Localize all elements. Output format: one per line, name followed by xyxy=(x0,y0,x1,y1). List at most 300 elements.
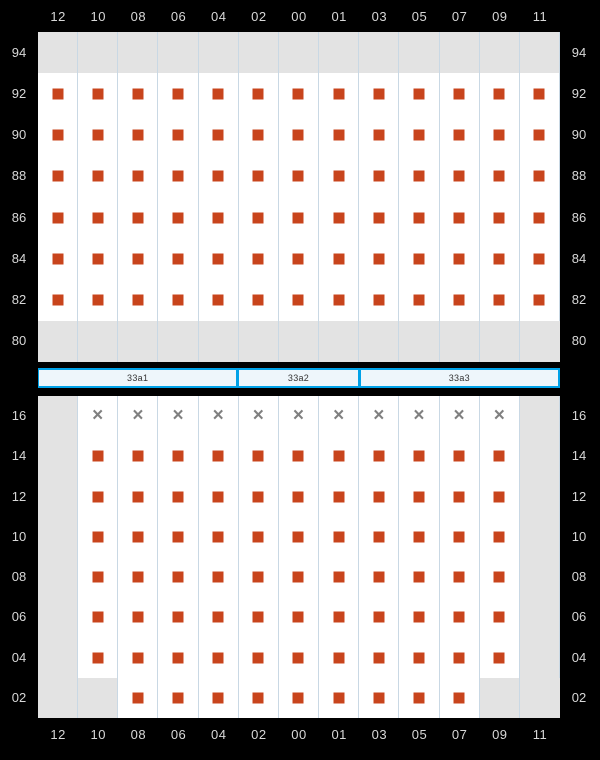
section-segment[interactable]: 33a3 xyxy=(360,369,559,387)
grid-cell-seat[interactable] xyxy=(158,156,198,197)
seat-grid-top[interactable] xyxy=(38,32,560,362)
grid-cell-seat[interactable] xyxy=(78,115,118,156)
seat-marker-icon xyxy=(333,612,344,623)
grid-cell-seat[interactable] xyxy=(520,156,560,197)
grid-cell-empty xyxy=(480,321,520,362)
grid-cell-seat[interactable] xyxy=(480,238,520,279)
grid-cell-blocked[interactable] xyxy=(399,396,439,436)
grid-cell-empty xyxy=(38,678,78,718)
seat-marker-icon xyxy=(454,612,465,623)
grid-cell-seat[interactable] xyxy=(319,197,359,238)
grid-cell-seat[interactable] xyxy=(440,115,480,156)
grid-cell-empty xyxy=(199,321,239,362)
row-label: 90 xyxy=(11,127,27,143)
seat-marker-icon xyxy=(413,652,424,663)
seat-marker-icon xyxy=(173,692,184,703)
grid-cell-seat[interactable] xyxy=(319,557,359,597)
seat-marker-icon xyxy=(534,253,545,264)
grid-cell-seat[interactable] xyxy=(359,638,399,678)
grid-cell-seat[interactable] xyxy=(239,638,279,678)
grid-cell-seat[interactable] xyxy=(199,115,239,156)
grid-cell-seat[interactable] xyxy=(199,477,239,517)
section-segment[interactable]: 33a1 xyxy=(38,369,237,387)
grid-cell-seat[interactable] xyxy=(520,238,560,279)
grid-cell-empty xyxy=(319,32,359,73)
grid-cell-seat[interactable] xyxy=(520,115,560,156)
grid-cell-seat[interactable] xyxy=(399,156,439,197)
grid-cell-seat[interactable] xyxy=(158,517,198,557)
grid-cell-seat[interactable] xyxy=(319,73,359,114)
grid-cell-seat[interactable] xyxy=(480,73,520,114)
seat-marker-icon xyxy=(373,88,384,99)
grid-cell-seat[interactable] xyxy=(359,73,399,114)
grid-cell-blocked[interactable] xyxy=(239,396,279,436)
grid-cell-seat[interactable] xyxy=(38,197,78,238)
grid-cell-seat[interactable] xyxy=(279,678,319,718)
grid-cell-seat[interactable] xyxy=(480,638,520,678)
grid-cell-seat[interactable] xyxy=(78,557,118,597)
grid-cell-seat[interactable] xyxy=(359,678,399,718)
seat-marker-icon xyxy=(293,171,304,182)
row-label: 92 xyxy=(571,85,587,101)
grid-cell-seat[interactable] xyxy=(158,280,198,321)
row-label: 06 xyxy=(11,609,27,625)
grid-cell-seat[interactable] xyxy=(158,115,198,156)
grid-cell-blocked[interactable] xyxy=(319,396,359,436)
grid-cell-seat[interactable] xyxy=(399,477,439,517)
grid-cell-seat[interactable] xyxy=(118,156,158,197)
grid-cell-seat[interactable] xyxy=(239,115,279,156)
column-label: 05 xyxy=(411,727,428,742)
seat-marker-icon xyxy=(373,612,384,623)
grid-cell-seat[interactable] xyxy=(199,280,239,321)
grid-cell-empty xyxy=(38,638,78,678)
seat-marker-icon xyxy=(253,295,264,306)
grid-cell-seat[interactable] xyxy=(399,638,439,678)
row-label: 16 xyxy=(11,408,27,424)
column-label: 04 xyxy=(210,727,227,742)
seat-marker-icon xyxy=(173,253,184,264)
x-mark-icon: × xyxy=(92,405,104,427)
grid-cell-seat[interactable] xyxy=(359,597,399,637)
grid-cell-empty xyxy=(399,32,439,73)
grid-cell-seat[interactable] xyxy=(38,156,78,197)
row-label: 12 xyxy=(571,488,587,504)
grid-cell-seat[interactable] xyxy=(38,115,78,156)
seat-marker-icon xyxy=(52,171,63,182)
grid-cell-empty xyxy=(158,321,198,362)
x-mark-icon: × xyxy=(453,405,465,427)
grid-cell-seat[interactable] xyxy=(199,557,239,597)
grid-cell-seat[interactable] xyxy=(239,678,279,718)
grid-cell-seat[interactable] xyxy=(399,280,439,321)
grid-cell-seat[interactable] xyxy=(118,73,158,114)
grid-cell-blocked[interactable] xyxy=(359,396,399,436)
seat-marker-icon xyxy=(213,612,224,623)
seat-marker-icon xyxy=(253,612,264,623)
grid-cell-seat[interactable] xyxy=(359,557,399,597)
grid-cell-seat[interactable] xyxy=(118,678,158,718)
row-label: 02 xyxy=(11,689,27,705)
grid-cell-seat[interactable] xyxy=(78,197,118,238)
row-label: 08 xyxy=(11,569,27,585)
grid-cell-seat[interactable] xyxy=(158,477,198,517)
seat-marker-icon xyxy=(494,88,505,99)
grid-cell-seat[interactable] xyxy=(199,517,239,557)
grid-cell-seat[interactable] xyxy=(319,115,359,156)
grid-cell-seat[interactable] xyxy=(399,238,439,279)
grid-cell-seat[interactable] xyxy=(158,678,198,718)
grid-cell-empty xyxy=(520,678,560,718)
seat-marker-icon xyxy=(173,212,184,223)
grid-cell-seat[interactable] xyxy=(359,115,399,156)
grid-cell-seat[interactable] xyxy=(38,280,78,321)
seat-marker-icon xyxy=(213,531,224,542)
seat-grid-bottom[interactable] xyxy=(38,396,560,718)
seat-marker-icon xyxy=(494,212,505,223)
grid-cell-seat[interactable] xyxy=(78,238,118,279)
x-mark-icon: × xyxy=(333,405,345,427)
grid-cell-seat[interactable] xyxy=(118,557,158,597)
grid-cell-seat[interactable] xyxy=(440,436,480,476)
grid-cell-seat[interactable] xyxy=(319,156,359,197)
grid-cell-seat[interactable] xyxy=(359,517,399,557)
seat-marker-icon xyxy=(132,253,143,264)
grid-cell-empty xyxy=(158,32,198,73)
column-label: 00 xyxy=(291,727,307,742)
grid-cell-seat[interactable] xyxy=(118,517,158,557)
seat-marker-icon xyxy=(52,295,63,306)
row-label: 94 xyxy=(11,44,27,60)
grid-cell-seat[interactable] xyxy=(480,156,520,197)
seat-marker-icon xyxy=(253,451,264,462)
seat-marker-icon xyxy=(173,295,184,306)
grid-cell-seat[interactable] xyxy=(78,517,118,557)
grid-cell-seat[interactable] xyxy=(440,557,480,597)
section-segment[interactable]: 33a2 xyxy=(238,369,358,387)
grid-cell-seat[interactable] xyxy=(239,197,279,238)
grid-cell-seat[interactable] xyxy=(319,238,359,279)
grid-cell-seat[interactable] xyxy=(158,638,198,678)
grid-cell-empty xyxy=(118,32,158,73)
x-mark-icon: × xyxy=(493,405,505,427)
x-mark-icon: × xyxy=(373,405,385,427)
seat-marker-icon xyxy=(213,572,224,583)
row-label: 14 xyxy=(571,448,587,464)
seat-marker-icon xyxy=(333,531,344,542)
grid-cell-empty xyxy=(78,678,118,718)
grid-cell-seat[interactable] xyxy=(399,436,439,476)
seat-marker-icon xyxy=(253,171,264,182)
grid-cell-seat[interactable] xyxy=(319,477,359,517)
grid-cell-seat[interactable] xyxy=(279,73,319,114)
seat-marker-icon xyxy=(454,572,465,583)
section-band[interactable] xyxy=(38,368,560,388)
grid-cell-seat[interactable] xyxy=(399,597,439,637)
grid-cell-seat[interactable] xyxy=(239,557,279,597)
seat-marker-icon xyxy=(213,253,224,264)
seat-marker-icon xyxy=(333,295,344,306)
seat-marker-icon xyxy=(92,451,103,462)
seat-marker-icon xyxy=(333,572,344,583)
grid-cell-seat[interactable] xyxy=(118,597,158,637)
grid-cell-empty xyxy=(480,678,520,718)
seat-marker-icon xyxy=(413,295,424,306)
grid-cell-seat[interactable] xyxy=(279,436,319,476)
seat-marker-icon xyxy=(132,491,143,502)
grid-cell-seat[interactable] xyxy=(199,678,239,718)
seat-marker-icon xyxy=(534,171,545,182)
seat-marker-icon xyxy=(454,652,465,663)
seat-marker-icon xyxy=(293,572,304,583)
seat-marker-icon xyxy=(454,491,465,502)
seat-marker-icon xyxy=(253,491,264,502)
grid-cell-seat[interactable] xyxy=(199,73,239,114)
grid-cell-seat[interactable] xyxy=(118,280,158,321)
grid-cell-seat[interactable] xyxy=(440,477,480,517)
grid-cell-seat[interactable] xyxy=(239,238,279,279)
grid-cell-seat[interactable] xyxy=(239,477,279,517)
grid-cell-seat[interactable] xyxy=(480,436,520,476)
grid-cell-empty xyxy=(359,32,399,73)
column-label: 01 xyxy=(331,9,347,24)
seat-marker-icon xyxy=(454,253,465,264)
grid-cell-seat[interactable] xyxy=(239,436,279,476)
seat-marker-icon xyxy=(92,130,103,141)
seat-marker-icon xyxy=(173,531,184,542)
seat-marker-icon xyxy=(534,295,545,306)
seat-marker-icon xyxy=(373,572,384,583)
grid-cell-empty xyxy=(38,477,78,517)
grid-cell-seat[interactable] xyxy=(440,638,480,678)
seat-marker-icon xyxy=(293,295,304,306)
seat-marker-icon xyxy=(253,652,264,663)
grid-cell-seat[interactable] xyxy=(440,73,480,114)
seat-marker-icon xyxy=(52,130,63,141)
grid-cell-seat[interactable] xyxy=(199,638,239,678)
grid-cell-empty xyxy=(440,321,480,362)
grid-cell-seat[interactable] xyxy=(319,436,359,476)
grid-cell-seat[interactable] xyxy=(399,115,439,156)
grid-cell-seat[interactable] xyxy=(158,597,198,637)
grid-cell-seat[interactable] xyxy=(279,156,319,197)
seat-marker-icon xyxy=(213,212,224,223)
seat-marker-icon xyxy=(293,212,304,223)
grid-cell-seat[interactable] xyxy=(440,156,480,197)
seat-marker-icon xyxy=(333,253,344,264)
seat-marker-icon xyxy=(213,491,224,502)
grid-cell-seat[interactable] xyxy=(78,597,118,637)
grid-cell-seat[interactable] xyxy=(520,197,560,238)
seat-marker-icon xyxy=(413,253,424,264)
grid-cell-empty xyxy=(118,321,158,362)
grid-cell-seat[interactable] xyxy=(199,238,239,279)
seat-marker-icon xyxy=(253,130,264,141)
grid-cell-seat[interactable] xyxy=(239,156,279,197)
seat-marker-icon xyxy=(413,451,424,462)
row-label: 04 xyxy=(571,649,587,665)
grid-cell-seat[interactable] xyxy=(440,517,480,557)
column-label: 08 xyxy=(130,727,147,742)
column-label: 05 xyxy=(411,9,428,24)
grid-cell-seat[interactable] xyxy=(279,638,319,678)
grid-cell-seat[interactable] xyxy=(118,197,158,238)
grid-cell-seat[interactable] xyxy=(440,280,480,321)
grid-cell-seat[interactable] xyxy=(319,517,359,557)
grid-cell-seat[interactable] xyxy=(520,73,560,114)
grid-cell-seat[interactable] xyxy=(399,73,439,114)
grid-cell-empty xyxy=(239,32,279,73)
grid-cell-seat[interactable] xyxy=(38,73,78,114)
grid-cell-seat[interactable] xyxy=(520,280,560,321)
row-label: 10 xyxy=(11,528,27,544)
grid-cell-seat[interactable] xyxy=(239,280,279,321)
column-label: 02 xyxy=(251,727,267,742)
grid-cell-seat[interactable] xyxy=(359,238,399,279)
seat-marker-icon xyxy=(293,652,304,663)
grid-cell-empty xyxy=(520,436,560,476)
grid-cell-empty xyxy=(38,32,78,73)
seat-marker-icon xyxy=(413,491,424,502)
grid-cell-seat[interactable] xyxy=(440,678,480,718)
grid-cell-seat[interactable] xyxy=(359,477,399,517)
row-label: 80 xyxy=(571,333,587,349)
seat-marker-icon xyxy=(494,612,505,623)
grid-cell-seat[interactable] xyxy=(480,517,520,557)
grid-cell-seat[interactable] xyxy=(279,557,319,597)
grid-cell-seat[interactable] xyxy=(78,436,118,476)
row-label: 82 xyxy=(11,292,27,308)
grid-cell-seat[interactable] xyxy=(480,197,520,238)
grid-cell-seat[interactable] xyxy=(199,197,239,238)
grid-cell-seat[interactable] xyxy=(480,477,520,517)
grid-cell-empty xyxy=(38,436,78,476)
seat-marker-icon xyxy=(333,88,344,99)
grid-cell-seat[interactable] xyxy=(239,73,279,114)
grid-cell-seat[interactable] xyxy=(78,156,118,197)
grid-cell-empty xyxy=(38,517,78,557)
grid-cell-seat[interactable] xyxy=(118,238,158,279)
seat-marker-icon xyxy=(92,212,103,223)
grid-cell-seat[interactable] xyxy=(279,238,319,279)
seat-marker-icon xyxy=(534,212,545,223)
grid-cell-seat[interactable] xyxy=(359,197,399,238)
grid-cell-seat[interactable] xyxy=(199,156,239,197)
seat-marker-icon xyxy=(413,130,424,141)
grid-cell-seat[interactable] xyxy=(118,115,158,156)
grid-cell-seat[interactable] xyxy=(279,477,319,517)
grid-cell-blocked[interactable] xyxy=(78,396,118,436)
grid-cell-seat[interactable] xyxy=(38,238,78,279)
grid-cell-seat[interactable] xyxy=(78,73,118,114)
seat-marker-icon xyxy=(132,88,143,99)
x-mark-icon: × xyxy=(132,405,144,427)
row-label: 04 xyxy=(11,649,27,665)
grid-cell-seat[interactable] xyxy=(480,115,520,156)
seat-marker-icon xyxy=(92,612,103,623)
grid-cell-seat[interactable] xyxy=(319,597,359,637)
grid-cell-seat[interactable] xyxy=(399,678,439,718)
grid-cell-seat[interactable] xyxy=(279,280,319,321)
grid-cell-seat[interactable] xyxy=(158,238,198,279)
grid-cell-seat[interactable] xyxy=(279,115,319,156)
grid-cell-blocked[interactable] xyxy=(118,396,158,436)
seat-marker-icon xyxy=(253,88,264,99)
seat-marker-icon xyxy=(92,88,103,99)
seat-marker-icon xyxy=(293,253,304,264)
grid-cell-seat[interactable] xyxy=(480,280,520,321)
grid-cell-blocked[interactable] xyxy=(199,396,239,436)
seat-marker-icon xyxy=(52,253,63,264)
seat-marker-icon xyxy=(132,692,143,703)
grid-cell-seat[interactable] xyxy=(158,436,198,476)
grid-cell-seat[interactable] xyxy=(199,597,239,637)
seat-marker-icon xyxy=(454,212,465,223)
grid-cell-seat[interactable] xyxy=(279,197,319,238)
seat-marker-icon xyxy=(373,692,384,703)
grid-cell-blocked[interactable] xyxy=(158,396,198,436)
grid-cell-seat[interactable] xyxy=(440,238,480,279)
seat-marker-icon xyxy=(413,572,424,583)
column-header-bottom xyxy=(38,722,560,748)
grid-cell-seat[interactable] xyxy=(78,638,118,678)
grid-cell-seat[interactable] xyxy=(480,557,520,597)
seat-marker-icon xyxy=(373,531,384,542)
grid-cell-seat[interactable] xyxy=(399,557,439,597)
x-mark-icon: × xyxy=(292,405,305,427)
grid-cell-seat[interactable] xyxy=(319,638,359,678)
grid-cell-seat[interactable] xyxy=(359,280,399,321)
grid-cell-seat[interactable] xyxy=(399,197,439,238)
grid-cell-seat[interactable] xyxy=(199,436,239,476)
grid-cell-blocked[interactable] xyxy=(480,396,520,436)
grid-cell-seat[interactable] xyxy=(480,597,520,637)
row-label: 88 xyxy=(571,168,587,184)
grid-cell-seat[interactable] xyxy=(399,517,439,557)
grid-cell-seat[interactable] xyxy=(118,436,158,476)
grid-cell-seat[interactable] xyxy=(118,477,158,517)
grid-cell-seat[interactable] xyxy=(359,436,399,476)
grid-cell-blocked[interactable] xyxy=(440,396,480,436)
grid-cell-seat[interactable] xyxy=(440,197,480,238)
seat-marker-icon xyxy=(454,692,465,703)
grid-cell-seat[interactable] xyxy=(319,678,359,718)
grid-cell-seat[interactable] xyxy=(239,597,279,637)
column-label: 03 xyxy=(371,727,388,742)
grid-cell-seat[interactable] xyxy=(158,557,198,597)
grid-cell-seat[interactable] xyxy=(158,73,198,114)
grid-cell-seat[interactable] xyxy=(440,597,480,637)
seat-marker-icon xyxy=(132,531,143,542)
grid-cell-seat[interactable] xyxy=(279,597,319,637)
seat-marker-icon xyxy=(213,295,224,306)
grid-cell-seat[interactable] xyxy=(279,517,319,557)
grid-cell-seat[interactable] xyxy=(359,156,399,197)
seat-marker-icon xyxy=(373,212,384,223)
grid-cell-seat[interactable] xyxy=(118,638,158,678)
seat-marker-icon xyxy=(253,212,264,223)
grid-cell-seat[interactable] xyxy=(78,280,118,321)
grid-cell-seat[interactable] xyxy=(78,477,118,517)
grid-cell-seat[interactable] xyxy=(239,517,279,557)
grid-cell-seat[interactable] xyxy=(319,280,359,321)
seat-marker-icon xyxy=(494,295,505,306)
grid-cell-seat[interactable] xyxy=(158,197,198,238)
grid-cell-blocked[interactable] xyxy=(279,396,319,436)
row-label: 94 xyxy=(571,44,587,60)
grid-cell-empty xyxy=(520,517,560,557)
seat-marker-icon xyxy=(413,692,424,703)
